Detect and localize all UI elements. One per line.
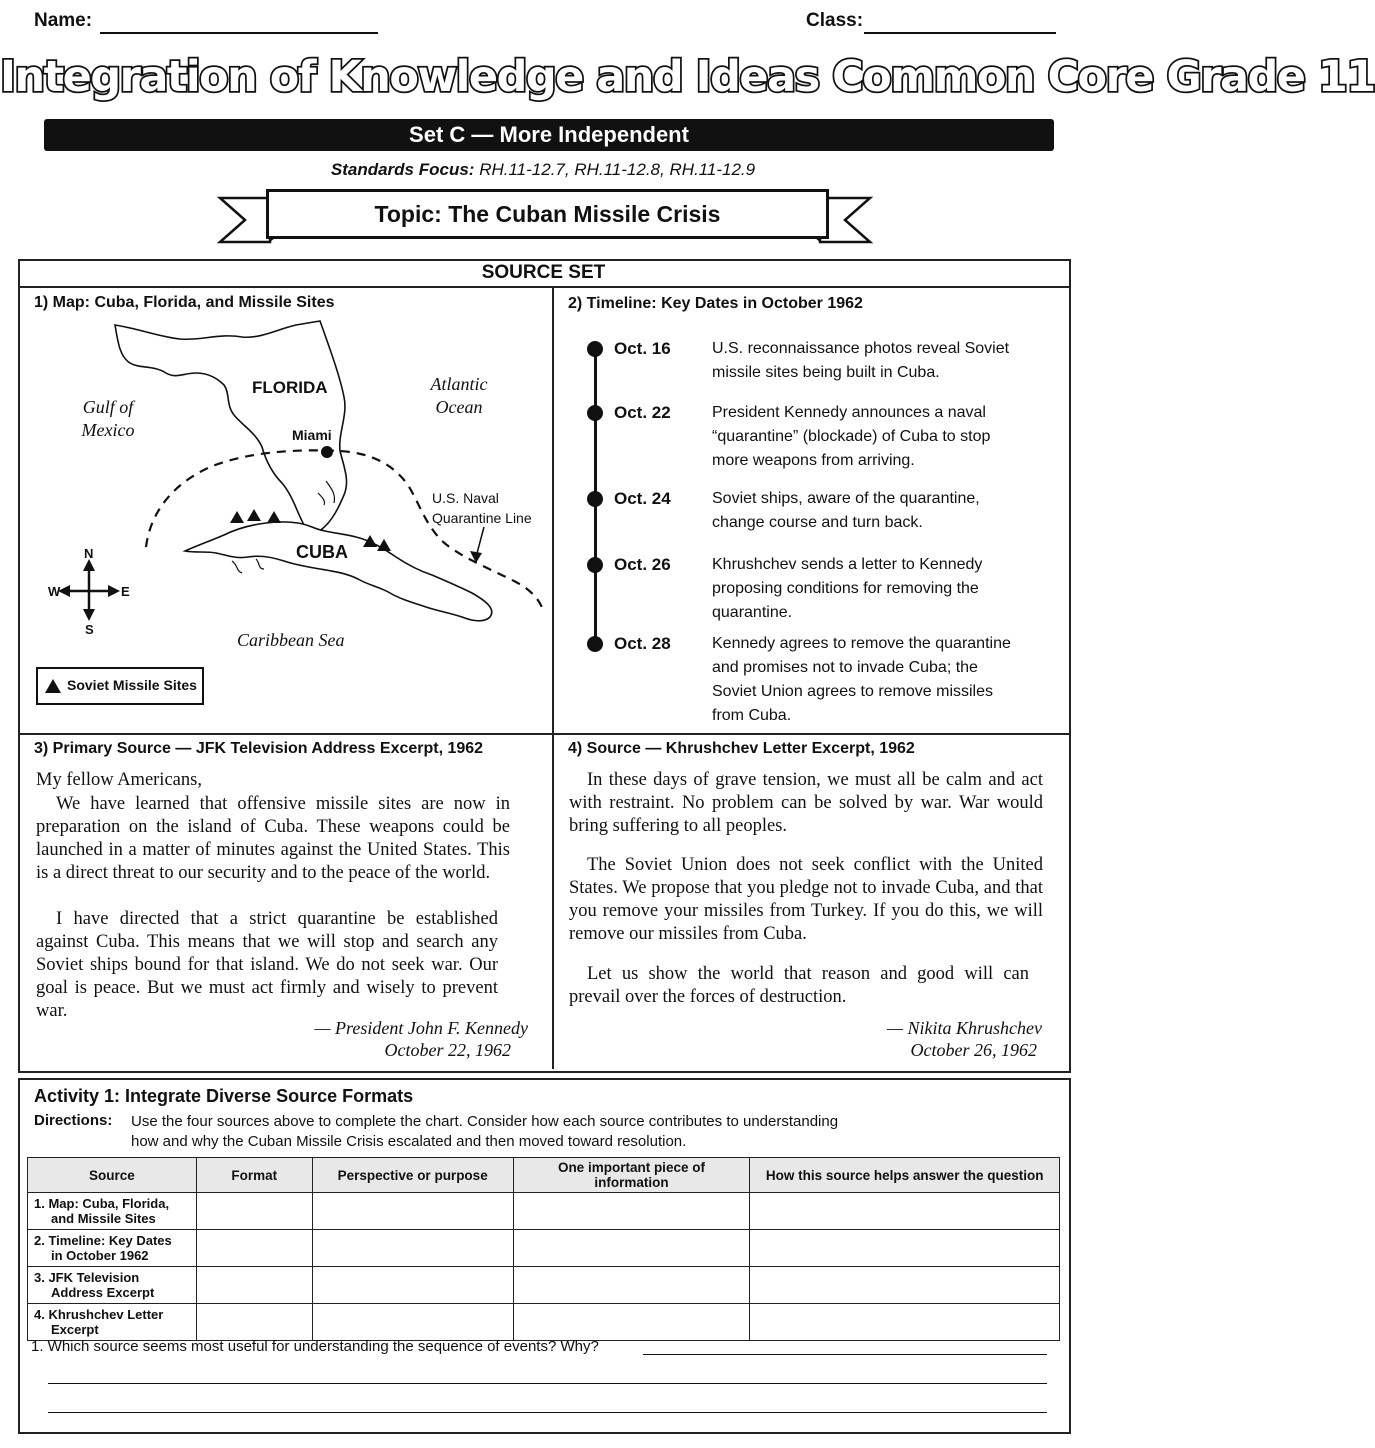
- source-set-heading: SOURCE SET: [481, 262, 606, 283]
- timeline-description-line: missile sites being built in Cuba.: [712, 364, 940, 381]
- name-field[interactable]: [100, 32, 378, 34]
- source-cell-line: 1. Map: Cuba, Florida,: [34, 1196, 170, 1211]
- missile-site-icon: [377, 539, 391, 551]
- atlantic-line: Atlantic: [430, 374, 488, 394]
- answer-cell[interactable]: [513, 1267, 750, 1304]
- timeline-description-line: from Cuba.: [712, 707, 792, 724]
- answer-cell[interactable]: [196, 1193, 312, 1230]
- timeline-description-line: more weapons from arriving.: [712, 452, 915, 469]
- khrushchev-title: 4) Source — Khrushchev Letter Excerpt, 1962: [568, 740, 915, 757]
- jfk-date: October 22, 1962: [384, 1040, 511, 1060]
- name-label: Name:: [34, 10, 93, 31]
- timeline-description-line: Kennedy agrees to remove the quarantine: [712, 635, 1011, 652]
- atlantic-line: Ocean: [435, 397, 483, 417]
- chart-body: [28, 1193, 1060, 1341]
- topic-banner: Topic: The Cuban Missile Crisis: [266, 189, 829, 239]
- compass-s: S: [85, 622, 94, 637]
- source-cell-line: Excerpt: [51, 1322, 99, 1337]
- timeline-description: [712, 632, 1052, 728]
- timeline-date: Oct. 22: [614, 403, 671, 422]
- timeline-description-line: U.S. reconnaissance photos reveal Soviet: [712, 340, 1010, 357]
- standards-focus: [0, 160, 1086, 180]
- column-header: Perspective or purpose: [312, 1158, 513, 1193]
- timeline-description: [712, 401, 1052, 473]
- timeline-description-line: President Kennedy announces a naval: [712, 404, 986, 421]
- legend-label: Soviet Missile Sites: [67, 677, 197, 693]
- answer-cell[interactable]: [196, 1267, 312, 1304]
- activity-chart: [27, 1157, 1060, 1341]
- timeline-description: [712, 553, 1052, 625]
- gulf-line: Mexico: [81, 420, 135, 440]
- timeline-title: 2) Timeline: Key Dates in October 1962: [568, 295, 863, 312]
- timeline-description-line: change course and turn back.: [712, 514, 923, 531]
- compass-rose-icon: [58, 559, 120, 621]
- source-cell-line: in October 1962: [51, 1248, 149, 1263]
- label-caribbean-sea: Caribbean Sea: [237, 630, 345, 650]
- answer-cell[interactable]: [513, 1304, 750, 1341]
- answer-cell[interactable]: [750, 1267, 1060, 1304]
- column-header: Source: [28, 1158, 197, 1193]
- chart-header-row: [28, 1158, 1060, 1193]
- directions-line: how and why the Cuban Missile Crisis escalated and then moved toward resolution.: [131, 1133, 687, 1150]
- answer-cell[interactable]: [513, 1193, 750, 1230]
- table-row: [28, 1230, 1060, 1267]
- divider: [552, 286, 554, 1069]
- worksheet-title: Integration of Knowledge and Ideas Common Core Grade 11: [0, 52, 1375, 102]
- jfk-paragraph-2: I have directed that a strict quarantine be established against Cuba. This means that we will stop and search any Soviet ships bound for that island. We do not seek war. Our goal is peace. But we must act firmly and wisely to prevent war.: [36, 909, 498, 1021]
- timeline-dot: [587, 636, 603, 652]
- missile-site-icon: [230, 511, 244, 523]
- timeline-date: Oct. 16: [614, 339, 671, 358]
- timeline-description-line: and promises not to invade Cuba; the: [712, 659, 978, 676]
- label-atlantic-ocean: [410, 373, 508, 419]
- answer-cell[interactable]: [196, 1230, 312, 1267]
- timeline-description-line: Soviet Union agrees to remove missiles: [712, 683, 994, 700]
- table-row: [28, 1267, 1060, 1304]
- label-quarantine-line: [432, 488, 532, 528]
- activity-title: Activity 1: Integrate Diverse Source Formats: [34, 1086, 414, 1106]
- divider: [18, 733, 1069, 735]
- timeline-description-line: proposing conditions for removing the: [712, 580, 979, 597]
- timeline-description-line: quarantine.: [712, 604, 793, 621]
- label-miami: Miami: [292, 427, 332, 443]
- missile-site-icon: [267, 511, 281, 523]
- map-title: 1) Map: Cuba, Florida, and Missile Sites: [34, 294, 335, 311]
- answer-cell[interactable]: [750, 1193, 1060, 1230]
- jfk-title: 3) Primary Source — JFK Television Address Excerpt, 1962: [34, 740, 484, 757]
- timeline-dot: [587, 341, 603, 357]
- column-header: How this source helps answer the question: [750, 1158, 1060, 1193]
- answer-cell[interactable]: [196, 1304, 312, 1341]
- timeline-dot: [587, 491, 603, 507]
- quarantine-line-text: U.S. Naval: [432, 490, 499, 506]
- timeline-date: Oct. 28: [614, 634, 671, 653]
- timeline-description-line: “quarantine” (blockade) of Cuba to stop: [712, 428, 991, 445]
- compass-w: W: [48, 584, 61, 599]
- timeline-date: Oct. 24: [614, 489, 671, 508]
- jfk-salutation: My fellow Americans,: [36, 770, 202, 790]
- answer-cell[interactable]: [312, 1193, 513, 1230]
- timeline-dot: [587, 557, 603, 573]
- khrushchev-attribution: — Nikita Khrushchev: [887, 1018, 1042, 1038]
- table-row: [28, 1193, 1060, 1230]
- table-row: [28, 1304, 1060, 1341]
- khrushchev-date: October 26, 1962: [910, 1040, 1037, 1060]
- label-florida: FLORIDA: [252, 378, 328, 397]
- khrushchev-paragraph-3: Let us show the world that reason and good will can prevail over the forces of destruction.: [569, 964, 1029, 1007]
- source-cell-line: 3. JFK Television: [34, 1270, 140, 1285]
- timeline-description-line: Soviet ships, aware of the quarantine,: [712, 490, 980, 507]
- gulf-line: Gulf of: [82, 397, 134, 417]
- answer-cell[interactable]: [750, 1230, 1060, 1267]
- divider: [18, 286, 1069, 288]
- standards-label: Standards Focus:: [330, 160, 475, 179]
- compass-e: E: [121, 584, 130, 599]
- answer-cell[interactable]: [312, 1304, 513, 1341]
- set-banner: Set C — More Independent: [44, 119, 1054, 151]
- cuba-landmass: [185, 522, 492, 621]
- map-legend: [36, 667, 204, 705]
- timeline-description: [712, 337, 1052, 385]
- jfk-attribution: — President John F. Kennedy: [314, 1018, 528, 1038]
- jfk-paragraph-1: We have learned that offensive missile sites are now in preparation on the island of Cuba. These weapons could be launched in a matter of minutes against the United States. This is a direct threat to our security and to the peace of the world.: [36, 794, 510, 883]
- answer-cell[interactable]: [513, 1230, 750, 1267]
- label-cuba: CUBA: [296, 542, 348, 562]
- class-field[interactable]: [864, 32, 1056, 34]
- question-1: 1. Which source seems most useful for understanding the sequence of events? Why?: [31, 1338, 599, 1355]
- answer-cell[interactable]: [312, 1230, 513, 1267]
- missile-site-icon: [45, 679, 61, 693]
- source-cell: [28, 1304, 197, 1341]
- timeline-description-line: Khrushchev sends a letter to Kennedy: [712, 556, 983, 573]
- directions-label: Directions:: [34, 1112, 113, 1129]
- timeline-dot: [587, 405, 603, 421]
- source-cell-line: 4. Khrushchev Letter: [34, 1307, 164, 1322]
- source-cell-line: 2. Timeline: Key Dates: [34, 1233, 172, 1248]
- class-label: Class:: [806, 10, 864, 31]
- answer-cell[interactable]: [750, 1304, 1060, 1341]
- quarantine-line-text: Quarantine Line: [432, 510, 532, 526]
- missile-site-icon: [247, 509, 261, 521]
- khrushchev-paragraph-1: In these days of grave tension, we must all be calm and act with restraint. No problem can be solved by war. War would bring suffering to all peoples.: [569, 770, 1043, 836]
- answer-line[interactable]: [48, 1412, 1047, 1413]
- source-cell: [28, 1267, 197, 1304]
- standards-value: RH.11-12.7, RH.11-12.8, RH.11-12.9: [479, 160, 756, 179]
- column-header: Format: [196, 1158, 312, 1193]
- source-cell: [28, 1193, 197, 1230]
- source-cell-line: Address Excerpt: [51, 1285, 155, 1300]
- miami-dot: [321, 446, 333, 458]
- timeline-description: [712, 487, 1052, 535]
- answer-line[interactable]: [48, 1383, 1047, 1384]
- directions-text: [131, 1112, 838, 1152]
- khrushchev-paragraph-2: The Soviet Union does not seek conflict with the United States. We propose that you pledge not to invade Cuba, and that you remove your missiles from Turkey. If you do this, we will remove our missiles from Cuba.: [569, 855, 1043, 944]
- answer-cell[interactable]: [312, 1267, 513, 1304]
- answer-line[interactable]: [643, 1354, 1047, 1355]
- source-cell: [28, 1230, 197, 1267]
- timeline-date: Oct. 26: [614, 555, 671, 574]
- label-gulf-of-mexico: [64, 396, 152, 442]
- compass-n: N: [84, 546, 94, 561]
- source-cell-line: and Missile Sites: [51, 1211, 156, 1226]
- directions-line: Use the four sources above to complete the chart. Consider how each source contributes to understanding: [131, 1113, 839, 1130]
- column-header: One important piece of information: [513, 1158, 750, 1193]
